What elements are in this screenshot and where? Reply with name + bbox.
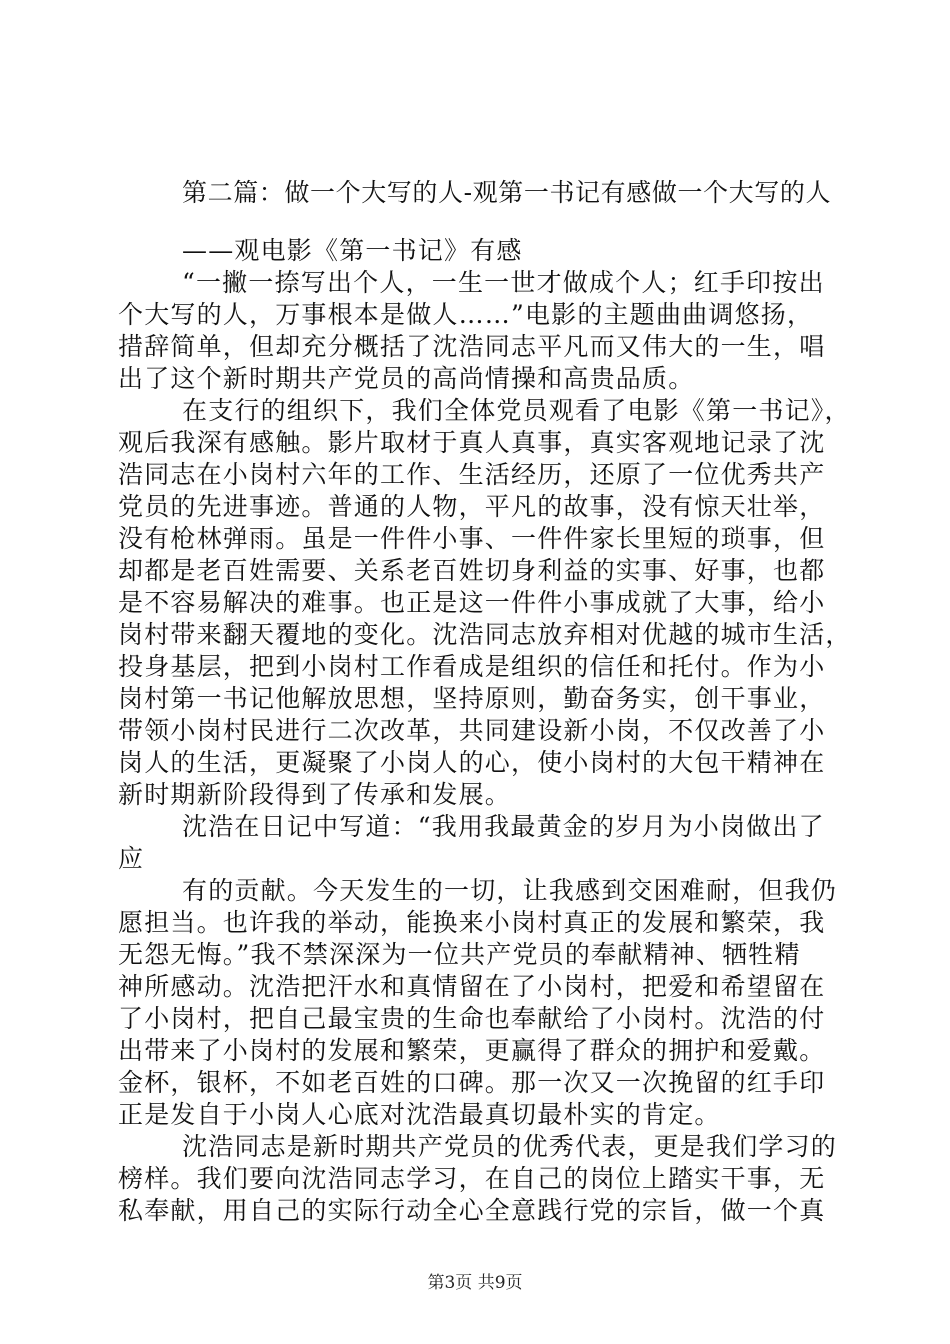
body-line: 出了这个新时期共产党员的高尚情操和高贵品质。 [118, 364, 695, 393]
document-title: 第二篇：做一个大写的人-观第一书记有感做一个大写的人 [182, 178, 832, 207]
body-line: 私奉献，用自己的实际行动全心全意践行党的宗旨，做一个真 [118, 1196, 826, 1225]
body-line: “一撇一捺写出个人，一生一世才做成个人；红手印按出 [182, 268, 825, 297]
body-line: 浩同志在小岗村六年的工作、生活经历，还原了一位优秀共产 [118, 460, 826, 489]
body-line: 没有枪林弹雨。虽是一件件小事、一件件家长里短的琐事，但 [118, 524, 826, 553]
body-line: 愿担当。也许我的举动，能换来小岗村真正的发展和繁荣，我 [118, 908, 826, 937]
body-line: 投身基层，把到小岗村工作看成是组织的信任和托付。作为小 [118, 652, 826, 681]
body-line: 在支行的组织下，我们全体党员观看了电影《第一书记》， [182, 396, 851, 425]
body-line: 岗村第一书记他解放思想，坚持原则，勤奋务实，创干事业， [118, 684, 826, 713]
body-line: 却都是老百姓需要、关系老百姓切身利益的实事、好事，也都 [118, 556, 826, 585]
body-line: 沈浩在日记中写道：“我用我最黄金的岁月为小岗做出了 [182, 812, 825, 841]
body-line: 个大写的人，万事根本是做人……”电影的主题曲曲调悠扬， [118, 300, 814, 329]
page-number-footer: 第3页 共9页 [427, 1273, 523, 1293]
body-line: 岗村带来翻天覆地的变化。沈浩同志放弃相对优越的城市生活， [118, 620, 852, 649]
body-line: 沈浩同志是新时期共产党员的优秀代表，更是我们学习的 [182, 1132, 838, 1161]
body-line: 新时期新阶段得到了传承和发展。 [118, 780, 512, 809]
body-line: 金杯，银杯，不如老百姓的口碑。那一次又一次挽留的红手印 [118, 1068, 826, 1097]
body-line: 无怨无悔。”我不禁深深为一位共产党员的奉献精神、牺牲精 [118, 940, 801, 969]
body-line: 正是发自于小岗人心底对沈浩最真切最朴实的肯定。 [118, 1100, 721, 1129]
body-line: 神所感动。沈浩把汗水和真情留在了小岗村，把爱和希望留在 [118, 972, 826, 1001]
body-line: 带领小岗村民进行二次改革，共同建设新小岗，不仅改善了小 [118, 716, 826, 745]
body-line: 党员的先进事迹。普通的人物，平凡的故事，没有惊天壮举， [118, 492, 826, 521]
body-line: 观后我深有感触。影片取材于真人真事，真实客观地记录了沈 [118, 428, 826, 457]
body-line: 岗人的生活，更凝聚了小岗人的心，使小岗村的大包干精神在 [118, 748, 826, 777]
body-line: 有的贡献。今天发生的一切，让我感到交困难耐，但我仍 [182, 876, 838, 905]
document-subtitle: ——观电影《第一书记》有感 [182, 236, 523, 265]
body-line: 应 [118, 844, 145, 873]
body-line: 措辞简单，但却充分概括了沈浩同志平凡而又伟大的一生，唱 [118, 332, 826, 361]
body-line: 榜样。我们要向沈浩同志学习，在自己的岗位上踏实干事，无 [118, 1164, 826, 1193]
body-line: 是不容易解决的难事。也正是这一件件小事成就了大事，给小 [118, 588, 826, 617]
body-line: 出带来了小岗村的发展和繁荣，更赢得了群众的拥护和爱戴。 [118, 1036, 826, 1065]
body-line: 了小岗村，把自己最宝贵的生命也奉献给了小岗村。沈浩的付 [118, 1004, 826, 1033]
